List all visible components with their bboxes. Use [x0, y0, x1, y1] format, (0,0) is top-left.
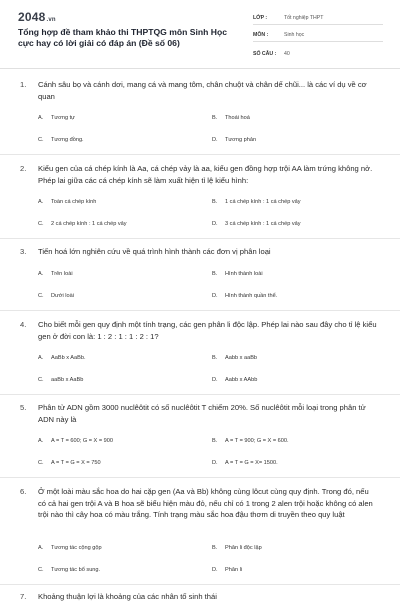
question-number: 2.	[20, 164, 27, 173]
option-text: Aabb x AAbb	[225, 377, 258, 383]
question-divider	[0, 394, 400, 395]
option-letter: A.	[38, 355, 44, 361]
option-text: Tương tác cộng gộp	[51, 545, 102, 551]
option-text: Aabb x aaBb	[225, 355, 258, 361]
option-d[interactable]	[212, 460, 278, 466]
option-text: Thoái hoá	[225, 115, 250, 121]
option-text: A = T = 600; G = X = 900	[51, 438, 113, 444]
option-letter: B.	[212, 199, 218, 205]
option-d[interactable]	[212, 293, 277, 299]
option-letter: C.	[38, 221, 44, 227]
option-letter: C.	[38, 137, 44, 143]
question-divider	[0, 154, 400, 155]
option-letter: D.	[212, 293, 218, 299]
option-c[interactable]	[38, 137, 84, 143]
option-text: Hình thành quần thể.	[225, 293, 278, 299]
question-divider	[0, 477, 400, 478]
option-letter: C.	[38, 377, 44, 383]
option-text: Toàn cá chép kính	[51, 199, 97, 205]
page-title: Tổng hợp đề tham khảo thi THPTQG môn Sinh Học cực hay có lời giải có đáp án (Đề số 06)	[18, 27, 228, 48]
info-divider	[253, 41, 383, 42]
option-letter: B.	[212, 115, 218, 121]
option-a[interactable]	[38, 355, 86, 361]
question-number: 4.	[20, 320, 27, 329]
header-divider	[0, 68, 400, 69]
option-text: Tương tự	[51, 115, 75, 121]
option-text: 1 cá chép kính : 1 cá chép vảy	[225, 199, 301, 205]
option-text: aaBb x AaBb	[51, 377, 84, 383]
question-number: 3.	[20, 247, 27, 256]
question-number: 5.	[20, 403, 27, 412]
option-letter: D.	[212, 567, 218, 573]
option-a[interactable]	[38, 545, 102, 551]
option-letter: D.	[212, 221, 218, 227]
option-text: A = T = G = X = 750	[51, 460, 101, 466]
option-d[interactable]	[212, 377, 257, 383]
question-divider	[0, 310, 400, 311]
option-letter: C.	[38, 293, 44, 299]
question-text: Ở một loài màu sắc hoa do hai cặp gen (Aa và Bb) không cùng lôcut cùng quy định. Trong đó, nếu có cả hai gen trội A và B hoa sẽ biểu hiện màu đỏ, nếu chỉ có 1 trong 2 alen trội hoặc không có alen trội nào thì cây hoa có màu trắng. Tính trạng màu sắc hoa đậu thơm di truyền theo quy luật	[38, 487, 373, 519]
question-text: Cho biết mỗi gen quy định một tính trạng, các gen phân li độc lập. Phép lai nào sau đây cho tỉ lệ kiểu gen ở đời con là: 1 : 2 : 1 : 1 : 2 : 1?	[38, 320, 377, 341]
option-c[interactable]	[38, 221, 127, 227]
option-letter: D.	[212, 137, 218, 143]
option-c[interactable]	[38, 293, 74, 299]
option-a[interactable]	[38, 271, 73, 277]
question-text: Phân tử ADN gồm 3000 nuclêôtit có số nuclêôtit T chiếm 20%. Số nuclêôtit mỗi loại trong phân tử ADN này là	[38, 403, 366, 424]
option-b[interactable]	[212, 545, 262, 551]
option-c[interactable]	[38, 567, 100, 573]
option-d[interactable]	[212, 137, 256, 143]
option-b[interactable]	[212, 199, 301, 205]
option-letter: A.	[38, 545, 44, 551]
option-d[interactable]	[212, 567, 242, 573]
option-a[interactable]	[38, 115, 75, 121]
option-text: AaBb x AaBb.	[51, 355, 86, 361]
question-text: Khoảng thuận lợi là khoảng của các nhân tố sinh thái	[38, 592, 217, 601]
option-letter: D.	[212, 460, 218, 466]
question-divider	[0, 584, 400, 585]
option-d[interactable]	[212, 221, 301, 227]
info-label: MÔN :	[253, 32, 269, 38]
option-letter: B.	[212, 355, 218, 361]
option-letter: B.	[212, 438, 218, 444]
option-a[interactable]	[38, 199, 96, 205]
option-a[interactable]	[38, 438, 113, 444]
info-value: Tốt nghiệp THPT	[284, 15, 324, 21]
info-value: Sinh học	[284, 32, 305, 38]
option-b[interactable]	[212, 355, 257, 361]
question-text: Tiến hoá lớn nghiên cứu về quá trình hình thành các đơn vị phân loại	[38, 247, 271, 256]
info-label: LỚP :	[253, 15, 268, 21]
option-text: Tương phản	[225, 137, 257, 143]
site-logo[interactable]: 2048.vn	[18, 10, 56, 24]
option-text: Hình thành loài	[225, 271, 263, 277]
question-number: 6.	[20, 487, 27, 496]
option-b[interactable]	[212, 438, 289, 444]
option-text: Dưới loài	[51, 293, 74, 299]
info-value: 40	[284, 51, 290, 57]
option-letter: A.	[38, 199, 44, 205]
option-text: 2 cá chép kính : 1 cá chép vảy	[51, 221, 127, 227]
option-text: 3 cá chép kính : 1 cá chép vảy	[225, 221, 301, 227]
option-c[interactable]	[38, 460, 101, 466]
option-text: Tương đồng.	[51, 137, 84, 143]
question-text: Cánh sâu bọ và cánh dơi, mang cá và mang tôm, chân chuột và chân dế chũi... là các ví dụ về cơ quan	[38, 80, 367, 101]
option-letter: A.	[38, 115, 44, 121]
info-divider	[253, 24, 383, 25]
info-row-grade	[253, 15, 383, 32]
exam-info	[253, 15, 383, 70]
option-letter: A.	[38, 438, 44, 444]
page-header	[0, 0, 400, 68]
option-letter: B.	[212, 271, 218, 277]
info-row-subject	[253, 32, 383, 51]
option-letter: D.	[212, 377, 218, 383]
question-number: 7.	[20, 592, 27, 601]
option-text: Phân li	[225, 567, 243, 573]
option-c[interactable]	[38, 377, 83, 383]
option-letter: C.	[38, 460, 44, 466]
option-text: Trên loài	[51, 271, 73, 277]
option-b[interactable]	[212, 115, 250, 121]
option-letter: A.	[38, 271, 44, 277]
option-letter: B.	[212, 545, 218, 551]
info-label: SỐ CÂU :	[253, 51, 277, 57]
option-letter: C.	[38, 567, 44, 573]
question-text: Kiểu gen của cá chép kính là Aa, cá chép vảy là aa, kiểu gen đồng hợp trội AA làm trứng không nở. Phép lai giữa các cá chép kính sẽ làm xuất hiện tỉ lệ kiểu hình:	[38, 164, 373, 185]
option-text: A = T = G = X= 1500.	[225, 460, 278, 466]
option-b[interactable]	[212, 271, 263, 277]
question-divider	[0, 238, 400, 239]
option-text: A = T = 900; G = X = 600.	[225, 438, 289, 444]
question-number: 1.	[20, 80, 27, 89]
option-text: Phân li độc lập	[225, 545, 262, 551]
option-text: Tương tác bổ sung.	[51, 567, 101, 573]
